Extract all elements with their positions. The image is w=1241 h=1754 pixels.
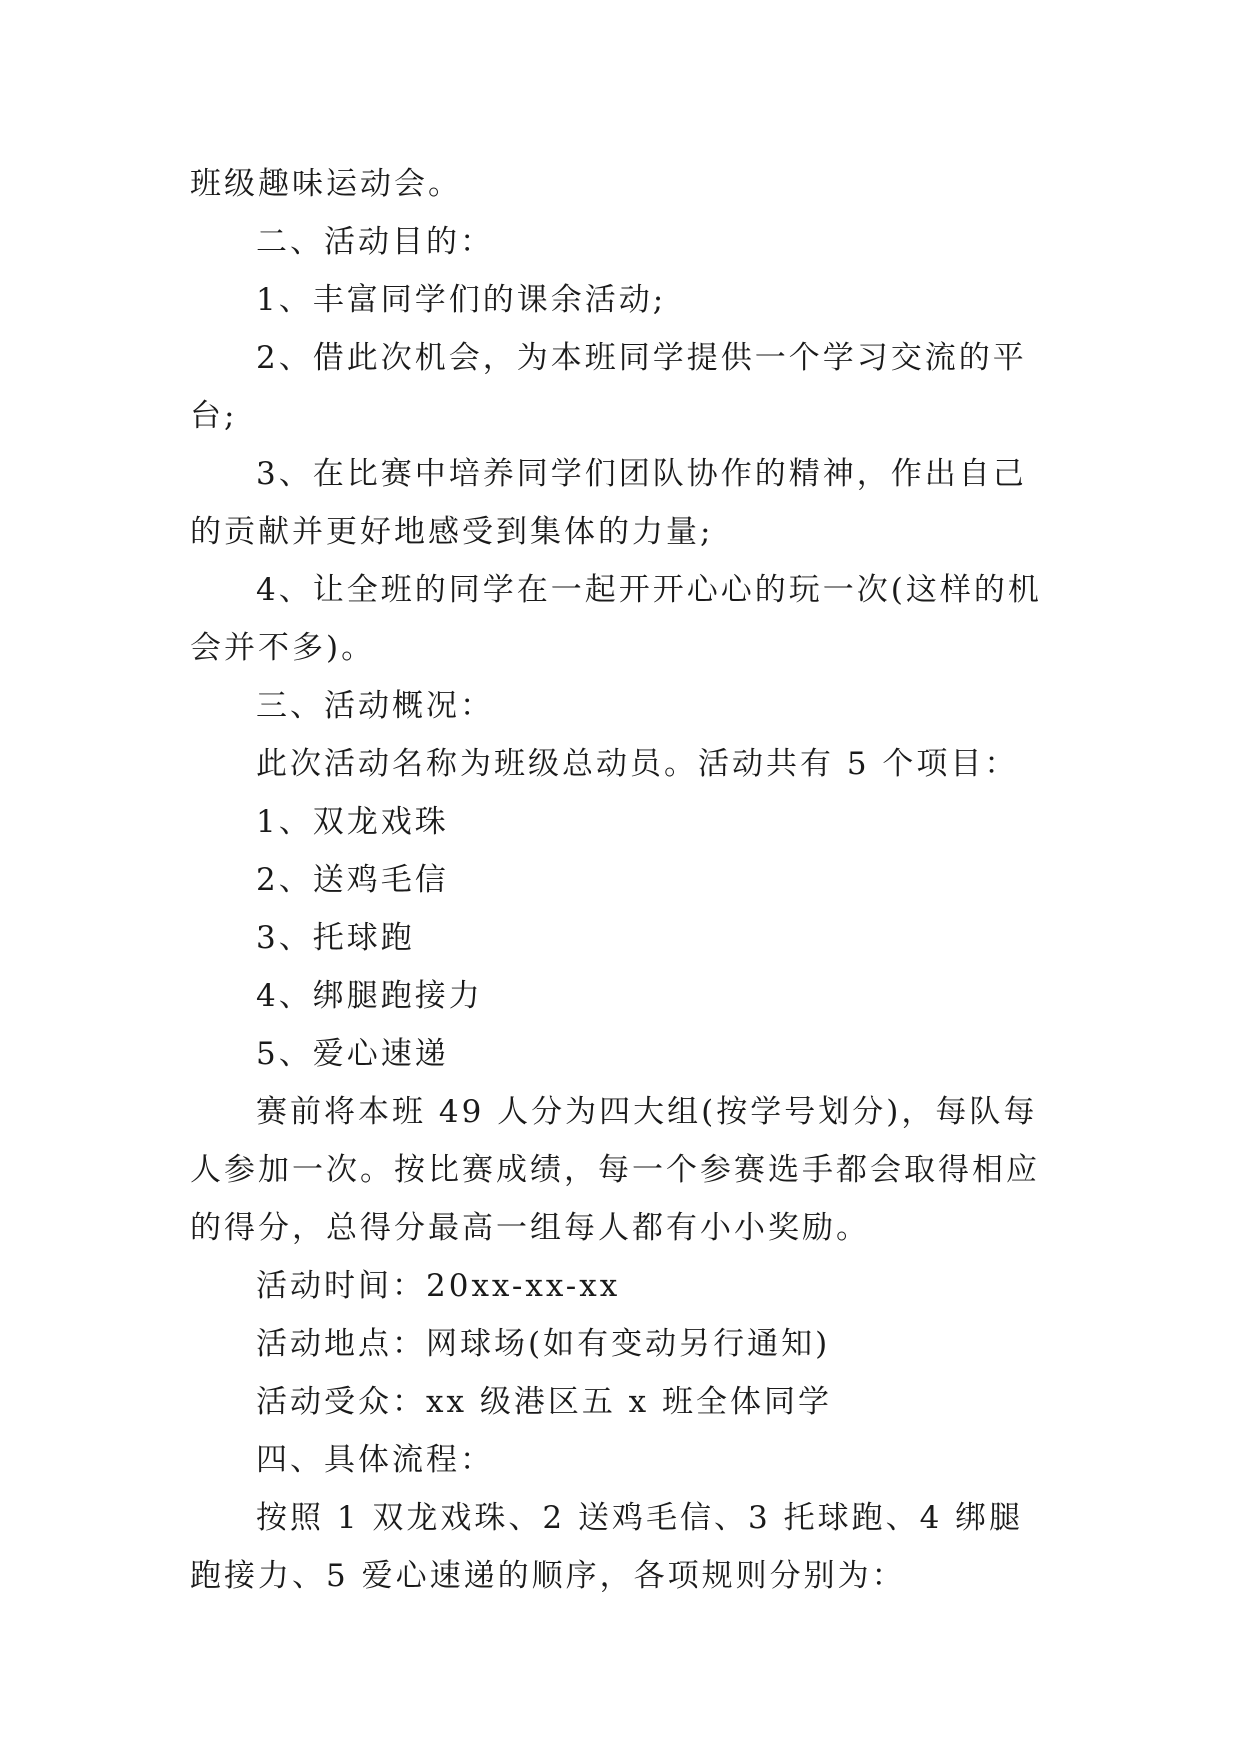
- purpose-item-4: 4、让全班的同学在一起开开心心的玩一次(这样的机会并不多)。: [190, 572, 1042, 666]
- process-order: 按照 1 双龙戏珠、2 送鸡毛信、3 托球跑、4 绑腿跑接力、5 爱心速递的顺序，各项规则分别为：: [190, 1500, 1024, 1594]
- document-body: [190, 155, 1050, 1605]
- grouping-rules: 赛前将本班 49 人分为四大组(按学号划分)，每队每人参加一次。按比赛成绩，每一个参赛选手都会取得相应的得分，总得分最高一组每人都有小小奖励。: [190, 1094, 1040, 1246]
- event-item-2: 2、送鸡毛信: [256, 862, 449, 898]
- paragraph-intro-end: 班级趣味运动会。: [190, 166, 462, 202]
- event-item-1: 1、双龙戏珠: [256, 804, 449, 840]
- event-item-5: 5、爱心速递: [256, 1036, 449, 1072]
- activity-location: 活动地点：网球场(如有变动另行通知): [256, 1326, 831, 1362]
- activity-time: 活动时间：20xx-xx-xx: [256, 1268, 621, 1304]
- heading-specific-process: 四、具体流程：: [256, 1442, 494, 1478]
- event-item-4: 4、绑腿跑接力: [256, 978, 483, 1014]
- heading-activity-overview: 三、活动概况：: [256, 688, 494, 724]
- purpose-item-2: 2、借此次机会，为本班同学提供一个学习交流的平台;: [190, 340, 1027, 434]
- event-item-3: 3、托球跑: [256, 920, 415, 956]
- activity-audience: 活动受众：xx 级港区五 x 班全体同学: [256, 1384, 833, 1420]
- heading-activity-purpose: 二、活动目的：: [256, 224, 494, 260]
- purpose-item-1: 1、丰富同学们的课余活动;: [256, 282, 667, 318]
- purpose-item-3: 3、在比赛中培养同学们团队协作的精神，作出自己的贡献并更好地感受到集体的力量;: [190, 456, 1027, 550]
- overview-summary: 此次活动名称为班级总动员。活动共有 5 个项目：: [256, 746, 1019, 782]
